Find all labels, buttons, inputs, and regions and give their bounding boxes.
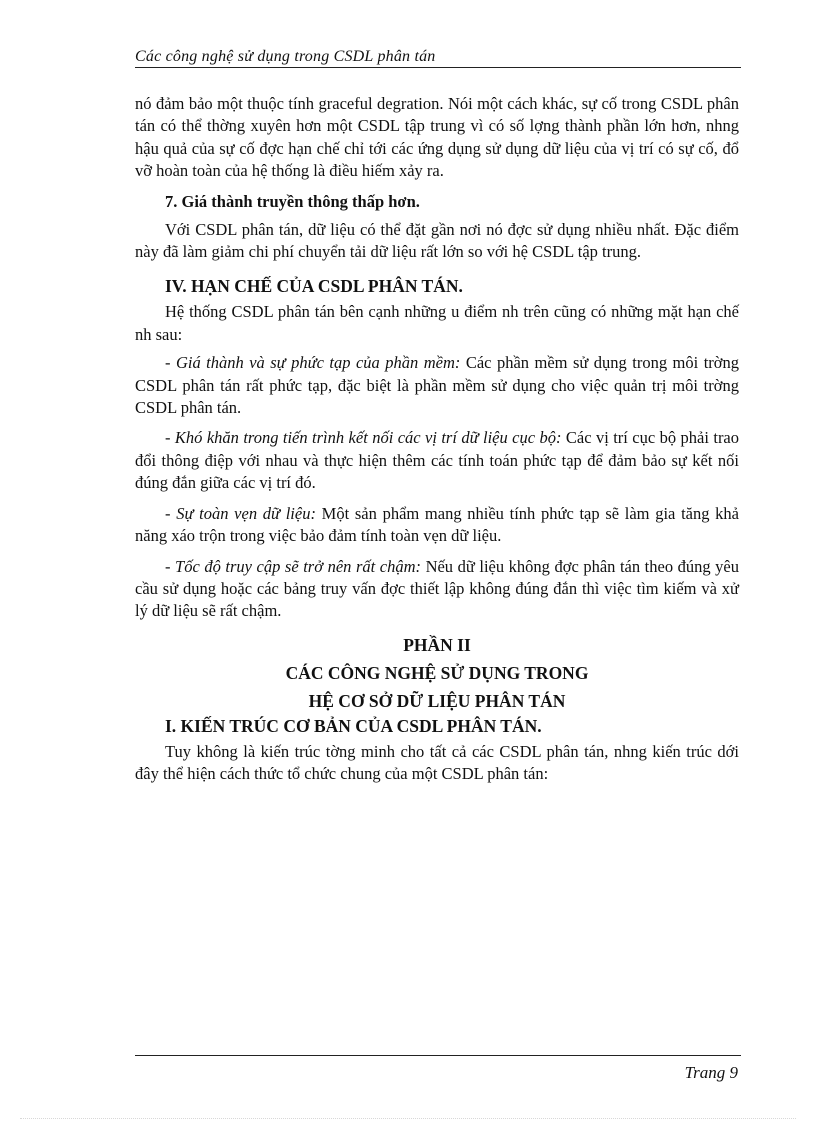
list-item-text: Một sản phẩm mang nhiều tính phức tạp sẽ làm gia tăng khả năng xáo trộn trong việc bảo đảm tính toàn vẹn dữ liệu. [135,503,739,546]
footer-rule [135,1055,741,1056]
paragraph-section-iv: Hệ thống CSDL phân tán bên cạnh những u điểm nh trên cũng có những mặt hạn chế nh sau: [135,302,739,344]
list-item-speed [135,556,739,623]
list-item-cost [135,352,739,419]
list-item-lead: - Khó khăn trong tiến trình kết nối các vị trí dữ liệu cục bộ: [165,428,562,448]
heading-section-iv: IV. HẠN CHẾ CỦA CSDL PHÂN TÁN. [165,276,463,297]
part-label: PHẦN II [403,634,471,655]
page-number: Trang 9 [684,1063,738,1082]
header-rule [135,67,741,68]
list-item-lead: - Tốc độ truy cập sẽ trở nên rất chậm: [165,556,422,576]
list-item-lead: - Giá thành và sự phức tạp của phần mềm: [165,353,461,373]
list-item-text: Nếu dữ liệu không đợc phân tán theo đúng yêu cầu sử dụng hoặc các bảng truy vấn đợc thiết lập không đúng đắn thì việc tìm kiếm và xử lý dữ liệu sẽ rất chậm. [135,556,740,621]
page-edge-dots [20,1118,796,1119]
part-title-line-1: CÁC CÔNG NGHỆ SỬ DỤNG TRONG [285,662,589,683]
list-item-lead: - Sự toàn vẹn dữ liệu: [165,503,316,523]
list-item-connection [135,427,739,494]
heading-section-7: 7. Giá thành truyền thông thấp hơn. [165,191,420,211]
running-header: Các công nghệ sử dụng trong CSDL phân tán [135,48,436,65]
part-title-line-2: HỆ CƠ SỞ DỮ LIỆU PHÂN TÁN [308,690,566,711]
paragraph-section-7: Với CSDL phân tán, dữ liệu có thể đặt gần nơi nó đợc sử dụng nhiều nhất. Đặc điểm này đã làm giảm chi phí chuyển tải dữ liệu rất lớn so với hệ CSDL tập trung. [135,219,739,262]
paragraph-intro: nó đảm bảo một thuộc tính graceful degration. Nói một cách khác, sự cố trong CSDL phân tán có thể thờng xuyên hơn một CSDL tập trung vì có số lợng thành phần lớn hơn, nhng hậu quả của sự cố đợc hạn chế chỉ tới các ứng dụng sử dụng dữ liệu của vị trí có sự cố, đổ vỡ hoàn toàn của hệ thống là điều hiếm xảy ra. [135,94,739,181]
body-text [135,93,739,794]
list-item-text: Các vị trí cục bộ phải trao đổi thông điệp với nhau và thực hiện thêm các tính toán phức tạp để đảm bảo sự kết nối đúng đắn giữa các vị trí đó. [135,428,740,493]
list-item-integrity [135,503,739,548]
heading-section-i: I. KIẾN TRÚC CƠ BẢN CỦA CSDL PHÂN TÁN. [165,715,542,736]
list-item-text: Các phần mềm sử dụng trong môi trờng CSDL phân tán rất phức tạp, đặc biệt là phần mềm sử dụng cho việc quản trị môi trờng CSDL phân tán. [135,353,739,418]
paragraph-section-i: Tuy không là kiến trúc tờng minh cho tất cả các CSDL phân tán, nhng kiến trúc dới đây thể hiện cách thức tổ chức chung của một CSDL phân tán: [135,741,739,784]
